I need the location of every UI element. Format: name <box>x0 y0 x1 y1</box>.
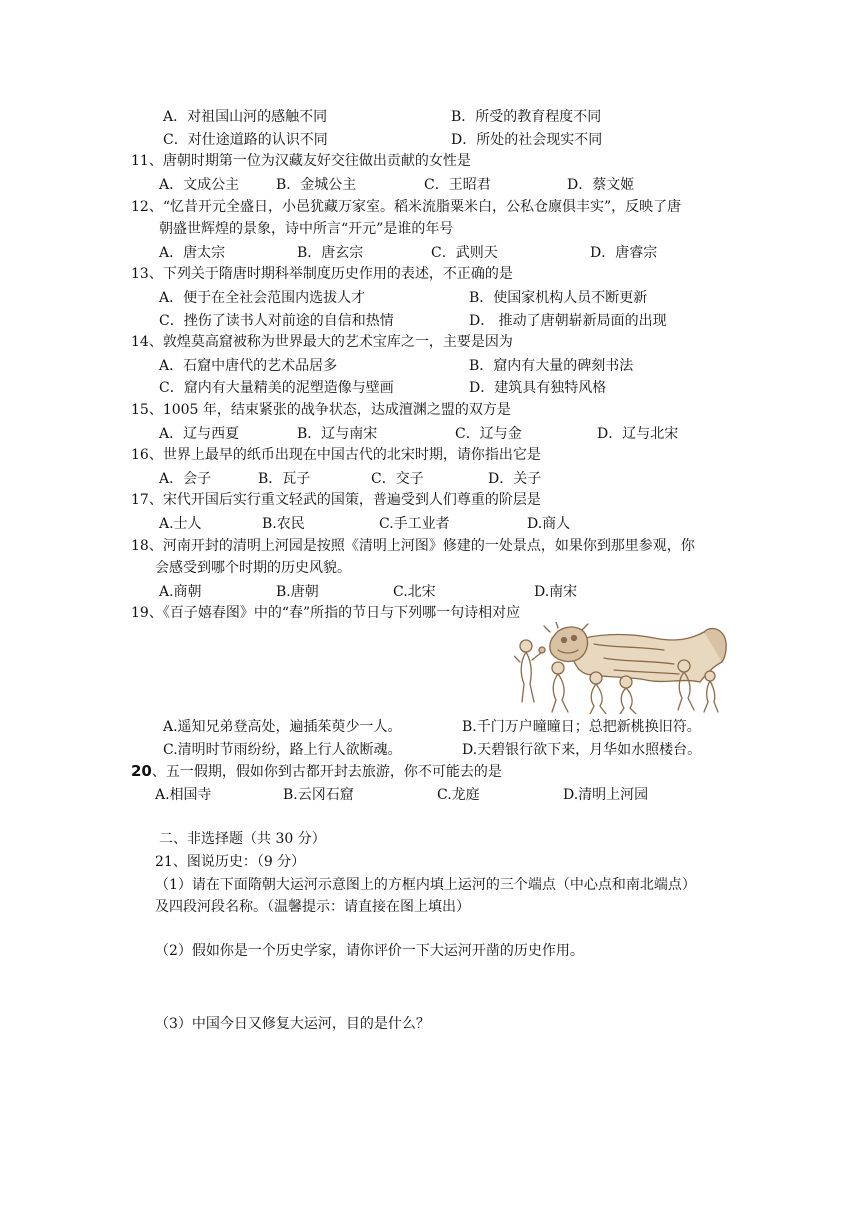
q14-stem: 14、敦煌莫高窟被称为世界最大的艺术宝库之一，主要是因为 <box>131 334 513 350</box>
q17-option-a: A.士人 <box>159 516 202 532</box>
q12-stem-line1: 12、“忆昔开元全盛日，小邑犹藏万家室。稻米流脂粟米白，公私仓廪俱丰实”，反映了唐 <box>131 199 682 215</box>
q14-option-c: C．窟内有大量精美的泥塑造像与壁画 <box>159 380 394 396</box>
q11-stem: 11、唐朝时期第一位为汉藏友好交往做出贡献的女性是 <box>131 153 471 169</box>
q20-stem-text: 、五一假期，假如你到古都开封去旅游，你不可能去的是 <box>151 764 502 780</box>
q19-option-d: D.天碧银行欲下来，月华如水照楼台。 <box>462 742 702 758</box>
q21-title: 21、图说历史：（9 分） <box>155 854 306 870</box>
q15-option-b: B．辽与南宋 <box>297 426 378 442</box>
q16-option-a: A．会子 <box>159 471 212 487</box>
q15-option-a: A．辽与西夏 <box>159 426 240 442</box>
q11-option-b: B．金城公主 <box>276 177 357 193</box>
q13-stem: 13、下列关于隋唐时期科举制度历史作用的表述，不正确的是 <box>131 266 513 282</box>
q12-stem-line2: 朝盛世辉煌的景象，诗中所言“开元”是谁的年号 <box>159 221 454 237</box>
q12-option-a: A．唐太宗 <box>159 245 226 261</box>
q11-option-a: A．文成公主 <box>159 177 240 193</box>
q21-part1-line2: 及四段河段名称。（温馨提示：请直接在图上填出） <box>155 899 470 915</box>
q19-stem: 19、《百子嬉春图》中的“春”所指的节日与下列哪一句诗相对应 <box>131 605 521 621</box>
q16-option-c: C．交子 <box>371 471 424 487</box>
q18-option-a: A.商朝 <box>159 584 202 600</box>
lion-dance-children-illustration <box>514 622 730 714</box>
q21-part3: （3）中国今日又修复大运河，目的是什么？ <box>155 1016 430 1032</box>
q16-stem: 16、世界上最早的纸币出现在中国古代的北宋时期，请你指出它是 <box>131 447 541 463</box>
q14-option-b: B．窟内有大量的碑刻书法 <box>469 358 634 374</box>
q15-option-d: D．辽与北宋 <box>597 426 679 442</box>
q16-option-b: B．瓦子 <box>258 471 311 487</box>
q16-option-d: D．关子 <box>488 471 542 487</box>
q10-option-d: D．所处的社会现实不同 <box>451 132 603 148</box>
q13-option-d: D． 推动了唐朝崭新局面的出现 <box>469 313 667 329</box>
q10-option-a: A．对祖国山河的感触不同 <box>163 109 328 125</box>
q18-stem-line2: 会感受到哪个时期的历史风貌。 <box>155 560 351 576</box>
q17-option-b: B.农民 <box>262 516 305 532</box>
q15-stem: 15、1005 年，结束紧张的战争状态，达成澶渊之盟的双方是 <box>131 402 511 418</box>
q18-option-d: D.南宋 <box>534 584 578 600</box>
q19-option-a: A.遥知兄弟登高处，遍插茱萸少一人。 <box>163 719 402 735</box>
q12-option-d: D．唐睿宗 <box>590 245 658 261</box>
q13-option-b: B．使国家机构人员不断更新 <box>469 290 648 306</box>
q14-option-d: D．建筑具有独特风格 <box>469 380 607 396</box>
q18-option-c: C.北宋 <box>393 584 436 600</box>
q21-part1-line1: （1）请在下面隋朝大运河示意图上的方框内填上运河的三个端点（中心点和南北端点） <box>155 877 696 893</box>
q15-option-c: C．辽与金 <box>455 426 522 442</box>
q13-option-c: C．挫伤了读书人对前途的自信和热情 <box>159 313 394 329</box>
q20-option-b: B.云冈石窟 <box>283 787 354 803</box>
q20-option-c: C.龙庭 <box>437 787 480 803</box>
q12-option-b: B．唐玄宗 <box>297 245 364 261</box>
q18-option-b: B.唐朝 <box>276 584 319 600</box>
q17-option-c: C.手工业者 <box>379 516 450 532</box>
q11-option-c: C．王昭君 <box>424 177 491 193</box>
q10-option-c: C．对仕途道路的认识不同 <box>163 132 328 148</box>
q20-number: 20 <box>131 762 152 780</box>
q11-option-d: D．蔡文姬 <box>567 177 635 193</box>
q20-option-d: D.清明上河园 <box>563 787 649 803</box>
q12-option-c: C．武则天 <box>431 245 498 261</box>
q17-stem: 17、宋代开国后实行重文轻武的国策，普遍受到人们尊重的阶层是 <box>131 492 541 508</box>
q17-option-d: D.商人 <box>527 516 571 532</box>
q20-stem <box>131 761 502 781</box>
q20-option-a: A.相国寺 <box>155 787 212 803</box>
q18-stem-line1: 18、河南开封的清明上河园是按照《清明上河图》修建的一处景点，如果你到那里参观，你 <box>131 538 695 554</box>
section2-heading: 二、非选择题（共 30 分） <box>159 831 326 847</box>
q21-part2: （2）假如你是一个历史学家，请你评价一下大运河开凿的历史作用。 <box>155 943 584 959</box>
q10-option-b: B．所受的教育程度不同 <box>451 109 602 125</box>
q19-option-b: B.千门万户曈曈日；总把新桃换旧符。 <box>462 719 701 735</box>
q13-option-a: A．便于在全社会范围内选拔人才 <box>159 290 366 306</box>
q19-option-c: C.清明时节雨纷纷，路上行人欲断魂。 <box>163 742 402 758</box>
q14-option-a: A．石窟中唐代的艺术品居多 <box>159 358 338 374</box>
